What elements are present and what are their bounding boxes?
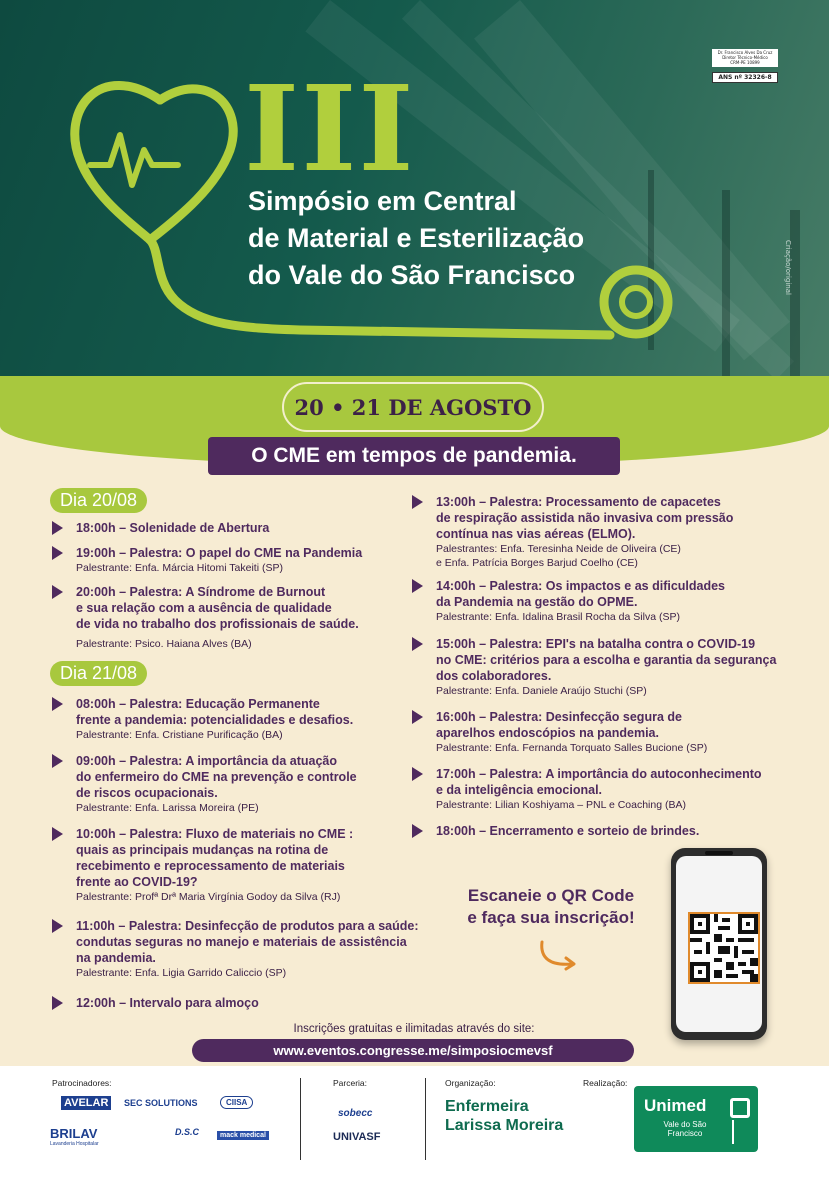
curved-arrow-icon	[536, 938, 580, 972]
list-item	[412, 823, 812, 839]
unimed-divider	[732, 1120, 734, 1144]
item-speaker: Palestrantes: Enfa. Teresinha Neide de Oliveira (CE) e Enfa. Patrícia Borges Barjud Coelho (CE)	[436, 543, 681, 569]
ans-registration: ANS nº 32326-8	[712, 72, 778, 83]
item-text: 18:00h – Solenidade de Abertura	[76, 521, 270, 535]
item-speaker: Palestrante: Enfa. Larissa Moreira (PE)	[76, 802, 259, 814]
unimed-tree-icon	[730, 1098, 750, 1118]
list-item	[52, 995, 412, 1011]
avelar-logo: AVELAR	[61, 1096, 111, 1110]
list-item	[412, 709, 812, 755]
arrow-icon	[412, 824, 423, 838]
phone-notch	[705, 851, 733, 855]
list-item	[412, 636, 822, 698]
item-speaker: Palestrante: Psico. Haiana Alves (BA)	[76, 638, 252, 650]
list-item	[52, 696, 412, 742]
item-text: 15:00h – Palestra: EPI's na batalha contra o COVID-19 no CME: critérios para a escolha e garantia da segurança dos colaboradores.	[436, 637, 777, 683]
arrow-icon	[52, 754, 63, 768]
list-item	[412, 578, 812, 624]
arrow-icon	[52, 585, 63, 599]
list-item	[412, 766, 812, 812]
item-text: 20:00h – Palestra: A Síndrome de Burnout e sua relação com a ausência de qualidade de vida no trabalho dos profissionais de saúde.	[76, 585, 359, 631]
item-text: 10:00h – Palestra: Fluxo de materiais no CME : quais as principais mudanças na rotina de recebimento e reprocessamento de materiais frente ao COVID-19?	[76, 827, 354, 889]
event-theme: O CME em tempos de pandemia.	[208, 437, 620, 475]
item-speaker: Palestrante: Enfa. Cristiane Purificação (BA)	[76, 729, 283, 741]
photo-credit: Criação/original	[784, 240, 792, 295]
registration-url-link[interactable]: www.eventos.congresse.me/simposiocmevsf	[192, 1039, 634, 1062]
ciisa-logo: CIISA	[220, 1096, 253, 1109]
item-text: 12:00h – Intervalo para almoço	[76, 996, 259, 1010]
item-speaker: Palestrante: Enfa. Idalina Brasil Rocha da Silva (SP)	[436, 611, 680, 623]
list-item	[52, 520, 392, 536]
arrow-icon	[52, 827, 63, 841]
item-text: 19:00h – Palestra: O papel do CME na Pandemia	[76, 546, 363, 560]
phone-screen	[676, 856, 762, 1032]
arrow-icon	[412, 637, 423, 651]
footer-divider	[425, 1078, 426, 1160]
brilav-tagline: Lavanderia Hospitalar	[50, 1141, 99, 1147]
organization-label: Organização:	[445, 1078, 496, 1088]
list-item	[52, 826, 412, 904]
item-speaker: Palestrante: Enfa. Fernanda Torquato Salles Bucione (SP)	[436, 742, 708, 754]
arrow-icon	[52, 919, 63, 933]
day2-label: Dia 21/08	[50, 661, 147, 686]
unimed-logo	[634, 1086, 758, 1152]
realization-label: Realização:	[583, 1078, 628, 1088]
item-text: 08:00h – Palestra: Educação Permanente frente a pandemia: potencialidades e desafios.	[76, 697, 354, 727]
item-speaker: Palestrante: Enfa. Ligia Garrido Caliccio (SP)	[76, 967, 287, 979]
organizer-name: Enfermeira Larissa Moreira	[445, 1098, 564, 1134]
qr-code[interactable]	[688, 912, 760, 984]
qr-code-icon	[690, 914, 758, 982]
list-item	[52, 753, 412, 815]
item-text: 17:00h – Palestra: A importância do autoconhecimento e da inteligência emocional.	[436, 767, 762, 797]
arrow-icon	[52, 996, 63, 1010]
item-text: 18:00h – Encerramento e sorteio de brindes.	[436, 824, 700, 838]
arrow-icon	[412, 710, 423, 724]
arrow-icon	[52, 521, 63, 535]
partnership-label: Parceria:	[333, 1078, 368, 1088]
univasf-logo: UNIVASF	[333, 1131, 381, 1143]
edition-numeral: III	[244, 59, 416, 198]
item-speaker: Palestrante: Enfa. Daniele Araújo Stuchi (SP)	[436, 685, 647, 697]
item-text: 16:00h – Palestra: Desinfecção segura de aparelhos endoscópios na pandemia.	[436, 710, 682, 740]
sponsors-label: Patrocinadores:	[52, 1078, 112, 1088]
item-text: 11:00h – Palestra: Desinfecção de produtos para a saúde: condutas seguras no manejo e materiais de assistência na pandemia.	[76, 919, 419, 965]
arrow-icon	[412, 767, 423, 781]
qr-call-to-action: Escaneie o QR Code e faça sua inscrição!	[467, 886, 635, 927]
list-item	[52, 584, 392, 651]
event-date: 20 • 21 DE AGOSTO	[282, 382, 544, 432]
item-speaker: Palestrante: Lilian Koshiyama – PNL e Coaching (BA)	[436, 799, 686, 811]
arrow-icon	[412, 495, 423, 509]
list-item	[412, 494, 812, 570]
phone-mockup	[671, 848, 767, 1040]
sobecc-logo: sobecc	[338, 1108, 373, 1119]
sec-solutions-logo: SEC SOLUTIONS	[124, 1098, 198, 1108]
item-text: 13:00h – Palestra: Processamento de capacetes de respiração assistida não invasiva com pressão contínua nas vias aéreas (ELMO).	[436, 495, 734, 541]
arrow-icon	[52, 697, 63, 711]
list-item	[52, 918, 452, 980]
registration-text: Inscrições gratuitas e ilimitadas através do site:	[293, 1023, 535, 1035]
unimed-subtitle: Vale do São Francisco	[663, 1120, 707, 1138]
unimed-name: Unimed	[644, 1096, 707, 1115]
item-speaker: Palestrante: Profª Drª Maria Virgínia Godoy da Silva (RJ)	[76, 891, 341, 903]
technical-director-box: Dr. Francisco Alves Da Cruz Diretor Técnico-Médico CRM-PE 10899	[712, 49, 778, 67]
mack-medical-logo: mack medical	[217, 1131, 269, 1140]
item-text: 09:00h – Palestra: A importância da atuação do enfermeiro do CME na prevenção e controle de riscos ocupacionais.	[76, 754, 357, 800]
hero-banner	[0, 0, 829, 420]
brilav-logo: BRILAV	[50, 1126, 98, 1141]
title-line-2: de Material e Esterilização	[248, 223, 585, 253]
day1-label: Dia 20/08	[50, 488, 147, 513]
list-item	[52, 545, 392, 575]
arrow-icon	[412, 579, 423, 593]
arrow-icon	[52, 546, 63, 560]
title-line-1: Simpósio em Central	[248, 186, 517, 216]
title-line-3: do Vale do São Francisco	[248, 260, 576, 290]
item-text: 14:00h – Palestra: Os impactos e as dificuldades da Pandemia na gestão do OPME.	[436, 579, 726, 609]
footer-divider	[300, 1078, 301, 1160]
dsc-logo: D.S.C	[175, 1127, 200, 1137]
item-speaker: Palestrante: Enfa. Márcia Hitomi Takeiti (SP)	[76, 562, 283, 574]
